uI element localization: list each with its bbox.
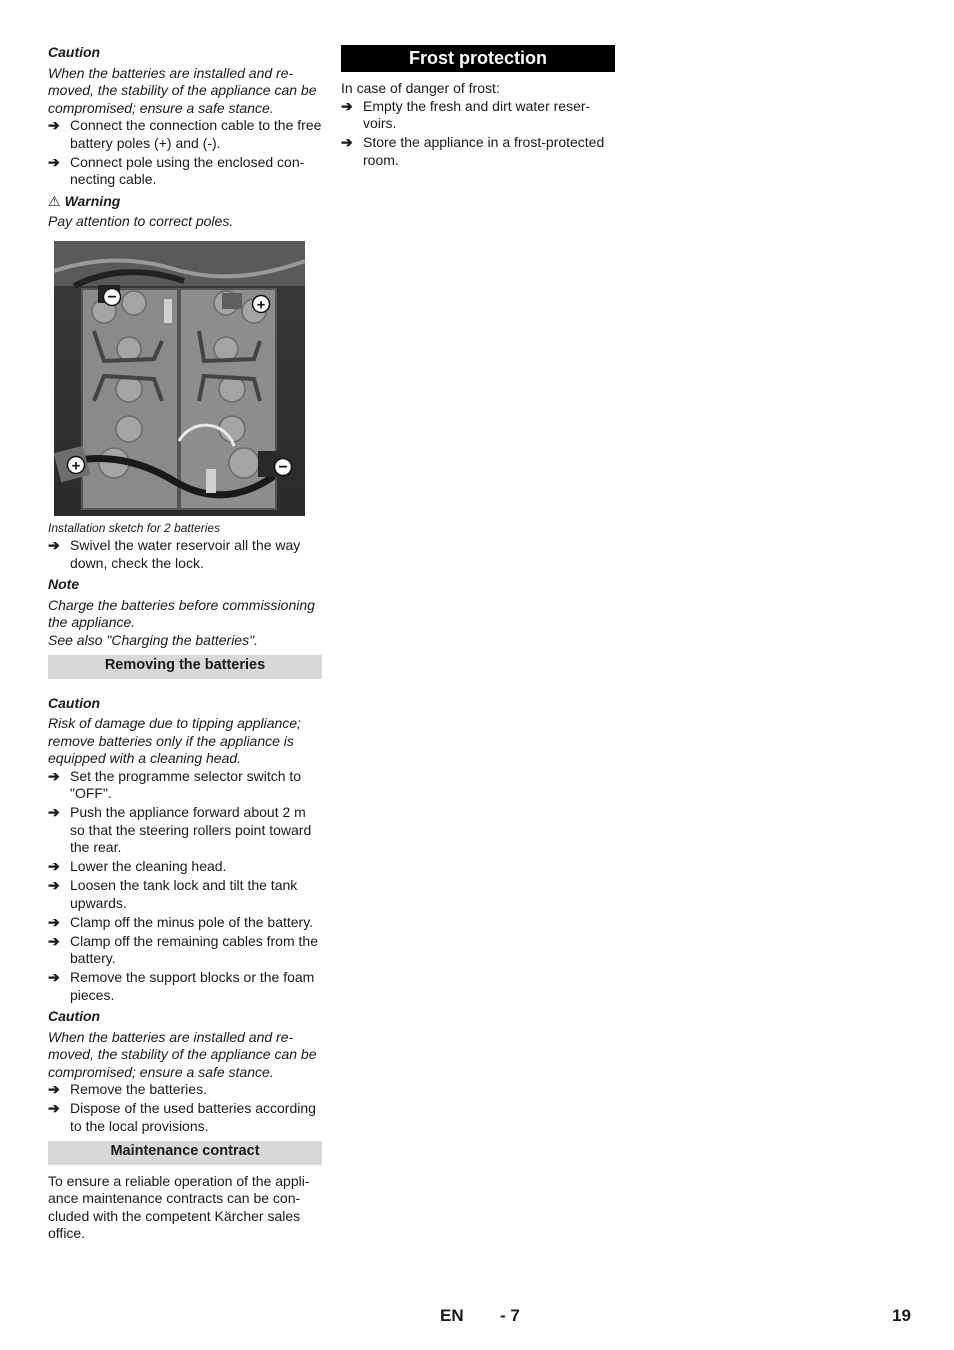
- list-item: ➔ Connect pole using the enclosed con-necting cable.: [48, 153, 305, 187]
- list-item: ➔ Remove the batteries.: [48, 1081, 207, 1097]
- minus-pole-marker-bottom: [275, 458, 292, 476]
- frost-intro: In case of danger of frost:: [341, 80, 500, 96]
- warning-heading: ⚠ Warning: [48, 192, 121, 209]
- list-item: ➔ Loosen the tank lock and tilt the tank upwards.: [48, 877, 298, 911]
- right-column: [341, 42, 615, 171]
- arrow-icon: ➔: [48, 153, 60, 170]
- list-item: ➔ Clamp off the remaining cables from the battery.: [48, 932, 318, 966]
- svg-text:−: −: [107, 288, 117, 306]
- list-item: ➔ Connect the connection cable to the free battery poles (+) and (-).: [48, 117, 322, 151]
- note-text-2: See also "Charging the batteries".: [48, 631, 258, 648]
- arrow-icon: ➔: [48, 767, 60, 784]
- frost-step-list: [341, 98, 615, 170]
- step-list-2: [48, 537, 322, 572]
- arrow-icon: ➔: [48, 969, 60, 985]
- arrow-icon: ➔: [48, 1081, 60, 1097]
- frost-protection-heading: Frost protection: [341, 45, 615, 72]
- footer-page-number: 19: [892, 1306, 911, 1325]
- list-item: ➔ Empty the fresh and dirt water reser-voirs.: [341, 97, 591, 131]
- arrow-icon: ➔: [48, 117, 60, 133]
- footer-local-page: - 7: [500, 1306, 520, 1325]
- svg-text:−: −: [278, 458, 288, 476]
- minus-pole-marker-top: [104, 288, 121, 306]
- svg-text:+: +: [256, 296, 266, 313]
- arrow-icon: ➔: [48, 804, 60, 820]
- arrow-icon: ➔: [48, 858, 60, 874]
- step-list-4: [48, 1081, 322, 1135]
- list-item: ➔ Store the appliance in a frost-protected room.: [341, 134, 605, 168]
- caution-label-3: Caution: [48, 1008, 101, 1024]
- caution-text-1: When the batteries are installed and re-moved, the stability of the appliance can be compromised; ensure a safe stance.: [48, 64, 317, 116]
- warning-text: Pay attention to correct poles.: [48, 213, 234, 229]
- arrow-icon: ➔: [48, 913, 60, 930]
- arrow-icon: ➔: [48, 877, 60, 893]
- figure-caption: Installation sketch for 2 batteries: [48, 520, 221, 535]
- step-list-3: [48, 768, 322, 1005]
- plus-pole-marker-bottom: [68, 456, 85, 474]
- caution-label-2: Caution: [48, 694, 101, 711]
- arrow-icon: ➔: [48, 1100, 60, 1116]
- note-label: Note: [48, 576, 80, 592]
- list-item: ➔ Lower the cleaning head.: [48, 858, 227, 874]
- list-item: ➔ Dispose of the used batteries according to the local provisions.: [48, 1100, 316, 1134]
- list-item: ➔ Swivel the water reservoir all the way down, check the lock.: [48, 537, 301, 571]
- caution-text-3: When the batteries are installed and re-moved, the stability of the appliance can be compromised; ensure a safe stance.: [48, 1028, 317, 1080]
- caution-text-2: Risk of damage due to tipping appliance; remove batteries only if the appliance is equipped with a cleaning head.: [48, 715, 301, 766]
- footer-language: EN: [440, 1306, 464, 1325]
- note-text-1: Charge the batteries before commissioning the appliance.: [48, 596, 315, 630]
- left-column: [48, 42, 322, 1243]
- warning-icon: ⚠: [48, 192, 61, 209]
- arrow-icon: ➔: [48, 932, 60, 949]
- arrow-icon: ➔: [341, 97, 353, 114]
- list-item: ➔ Set the programme selector switch to "OFF".: [48, 767, 302, 801]
- arrow-icon: ➔: [48, 537, 60, 553]
- list-item: ➔ Remove the support blocks or the foam pieces.: [48, 969, 315, 1003]
- arrow-icon: ➔: [341, 134, 353, 150]
- plus-pole-marker-top: [253, 295, 270, 313]
- section-heading-maintenance-contract: Maintenance contract: [48, 1141, 322, 1165]
- list-item: ➔ Clamp off the minus pole of the battery.: [48, 913, 314, 930]
- svg-text:+: +: [71, 457, 81, 474]
- list-item: ➔ Push the appliance forward about 2 m so that the steering rollers point toward the rear.: [48, 804, 312, 855]
- maintenance-text: To ensure a reliable operation of the appli-ance maintenance contracts can be con-cluded with the competent Kärcher sales office.: [48, 1172, 310, 1241]
- section-heading-removing-batteries: Removing the batteries: [48, 655, 322, 679]
- battery-installation-photo: [54, 241, 305, 516]
- step-list-1: [48, 117, 322, 189]
- caution-label-1: Caution: [48, 44, 101, 60]
